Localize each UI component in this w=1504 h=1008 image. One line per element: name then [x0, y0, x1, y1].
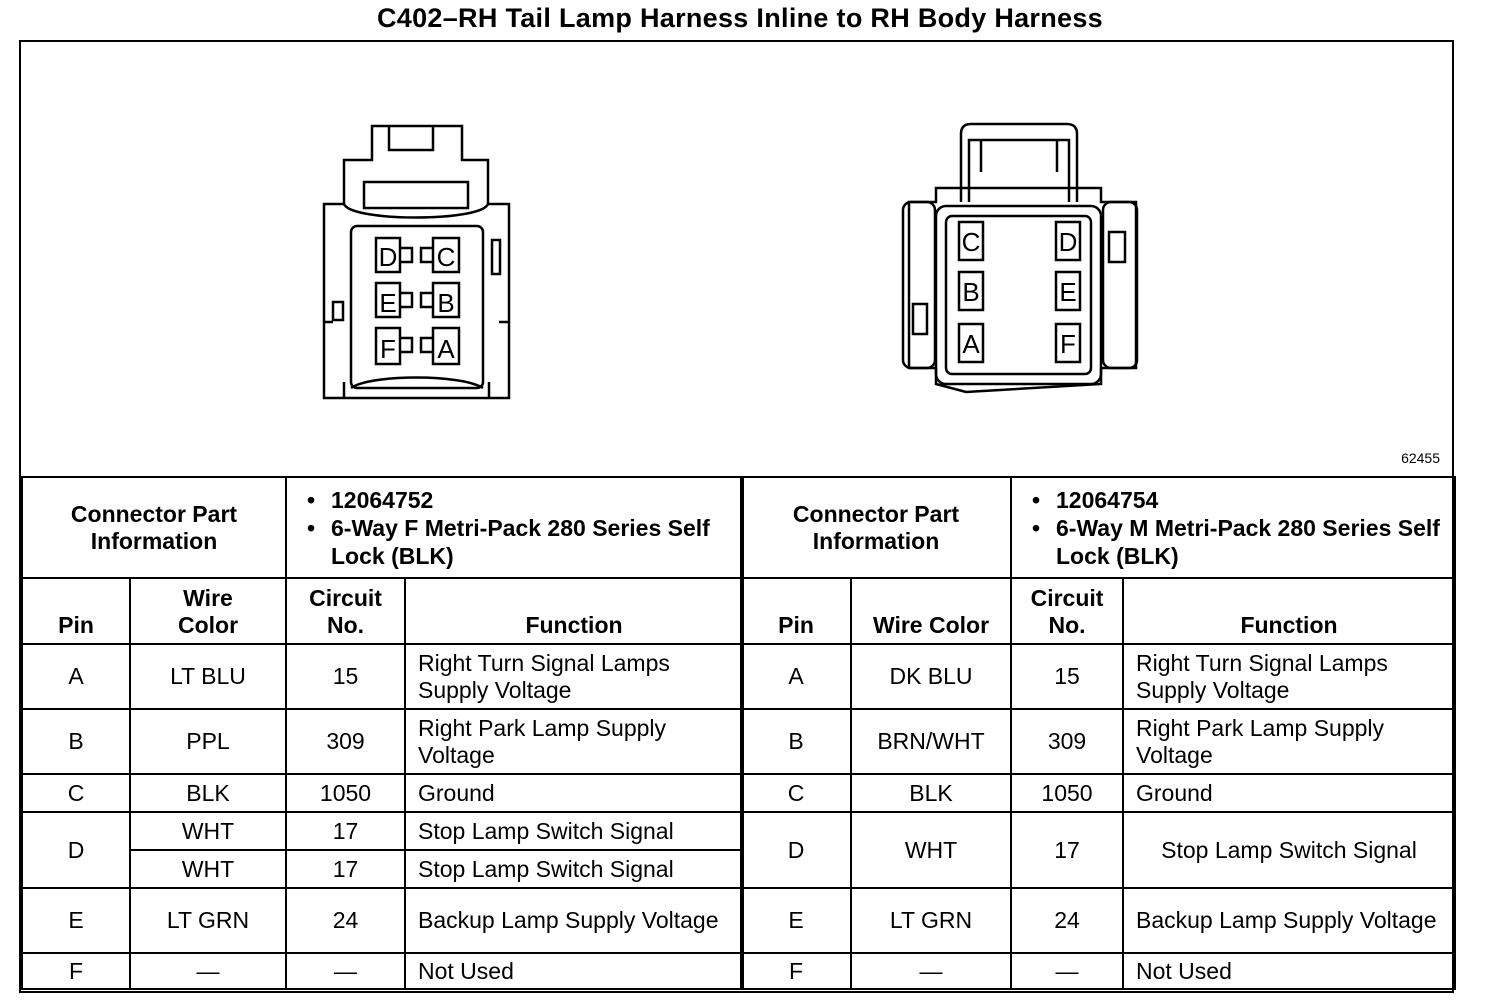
male-connector-face	[903, 124, 1137, 392]
pin-cell: B	[22, 709, 130, 774]
wire-color-cell: BLK	[851, 774, 1011, 812]
connector-part-info	[1011, 477, 1455, 578]
function-cell: Right Park Lamp Supply Voltage	[405, 709, 743, 774]
function-cell: Stop Lamp Switch Signal	[405, 850, 743, 888]
table-row	[741, 774, 1455, 812]
header-wire-color: Wire Color	[851, 578, 1011, 644]
connector-diagrams-svg	[21, 42, 1452, 476]
header-function: Function	[1123, 578, 1455, 644]
female-pin-label: E	[379, 288, 397, 318]
pin-cell: B	[741, 709, 851, 774]
female-pin-label: C	[436, 242, 456, 272]
female-pin-labels	[379, 242, 456, 364]
circuit-cell: 309	[286, 709, 405, 774]
table-row	[741, 812, 1455, 888]
wire-color-cell: BRN/WHT	[851, 709, 1011, 774]
wire-color-cell: LT GRN	[130, 888, 286, 953]
circuit-cell: 24	[1011, 888, 1123, 953]
pinout-tables	[21, 476, 1452, 991]
male-pin-label: E	[1059, 277, 1077, 307]
wire-color-cell: —	[851, 953, 1011, 989]
female-pin-label: A	[437, 334, 455, 364]
pin-cell: C	[22, 774, 130, 812]
circuit-cell: —	[286, 953, 405, 989]
connector-diagram-area	[21, 42, 1452, 478]
function-cell: Right Turn Signal Lamps Supply Voltage	[1123, 644, 1455, 709]
part-number: • 12064752	[305, 486, 742, 514]
wire-color-cell: PPL	[130, 709, 286, 774]
table-row	[741, 953, 1455, 989]
pin-cell: F	[22, 953, 130, 989]
table-row	[741, 709, 1455, 774]
part-description: • 6-Way F Metri-Pack 280 Series Self Lock (BLK)	[305, 514, 742, 570]
figure-id: 62455	[1401, 450, 1440, 466]
function-cell: Stop Lamp Switch Signal	[405, 812, 743, 850]
part-number: • 12064754	[1030, 486, 1454, 514]
female-pin-label: F	[380, 334, 396, 364]
header-circuit: Circuit No.	[286, 578, 405, 644]
table-row	[22, 953, 743, 989]
circuit-cell: 1050	[1011, 774, 1123, 812]
male-pin-label: C	[961, 227, 981, 257]
function-cell: Ground	[405, 774, 743, 812]
wire-color-cell: LT BLU	[130, 644, 286, 709]
circuit-cell: 309	[1011, 709, 1123, 774]
male-pin-label: A	[962, 329, 980, 359]
male-pin-labels	[962, 227, 1078, 359]
pin-cell: A	[741, 644, 851, 709]
left-pinout-table	[21, 476, 744, 990]
table-row	[22, 774, 743, 812]
table-row	[22, 850, 743, 888]
right-pinout-table	[740, 476, 1456, 990]
circuit-cell: 15	[286, 644, 405, 709]
header-wire-color: Wire Color	[130, 578, 286, 644]
function-cell: Not Used	[1123, 953, 1455, 989]
table-row	[741, 888, 1455, 953]
wire-color-cell: WHT	[130, 812, 286, 850]
circuit-cell: 15	[1011, 644, 1123, 709]
table-row	[22, 812, 743, 850]
table-row	[22, 709, 743, 774]
circuit-cell: 17	[286, 850, 405, 888]
header-pin: Pin	[741, 578, 851, 644]
pin-cell: A	[22, 644, 130, 709]
pin-cell: C	[741, 774, 851, 812]
circuit-cell: 1050	[286, 774, 405, 812]
diagram-frame	[19, 40, 1454, 993]
connector-part-info	[286, 477, 743, 578]
male-pin-label: F	[1060, 329, 1076, 359]
wire-color-cell: BLK	[130, 774, 286, 812]
pin-cell: D	[22, 812, 130, 888]
table-row	[22, 644, 743, 709]
female-connector-face	[324, 126, 509, 398]
circuit-cell: —	[1011, 953, 1123, 989]
function-cell: Not Used	[405, 953, 743, 989]
header-circuit: Circuit No.	[1011, 578, 1123, 644]
circuit-cell: 17	[286, 812, 405, 850]
part-description: • 6-Way M Metri-Pack 280 Series Self Lock (BLK)	[1030, 514, 1454, 570]
circuit-cell: 17	[1011, 812, 1123, 888]
wire-color-cell: DK BLU	[851, 644, 1011, 709]
header-pin: Pin	[22, 578, 130, 644]
table-row	[22, 888, 743, 953]
pin-cell: D	[741, 812, 851, 888]
function-cell: Stop Lamp Switch Signal	[1123, 812, 1455, 888]
wire-color-cell: —	[130, 953, 286, 989]
page-title: C402–RH Tail Lamp Harness Inline to RH Body Harness	[376, 3, 1103, 33]
male-pin-label: D	[1058, 227, 1078, 257]
female-pin-label: B	[437, 288, 455, 318]
table-row	[741, 644, 1455, 709]
connector-part-label: Connector Part Information	[22, 477, 286, 578]
wire-color-cell: WHT	[851, 812, 1011, 888]
wire-color-cell: WHT	[130, 850, 286, 888]
header-function: Function	[405, 578, 743, 644]
function-cell: Backup Lamp Supply Voltage	[1123, 888, 1455, 953]
function-cell: Right Park Lamp Supply Voltage	[1123, 709, 1455, 774]
function-cell: Ground	[1123, 774, 1455, 812]
pin-cell: E	[741, 888, 851, 953]
female-pin-label: D	[378, 242, 398, 272]
pin-cell: E	[22, 888, 130, 953]
connector-part-label: Connector Part Information	[741, 477, 1011, 578]
function-cell: Backup Lamp Supply Voltage	[405, 888, 743, 953]
circuit-cell: 24	[286, 888, 405, 953]
wire-color-cell: LT GRN	[851, 888, 1011, 953]
function-cell: Right Turn Signal Lamps Supply Voltage	[405, 644, 743, 709]
pin-cell: F	[741, 953, 851, 989]
male-pin-label: B	[962, 277, 980, 307]
